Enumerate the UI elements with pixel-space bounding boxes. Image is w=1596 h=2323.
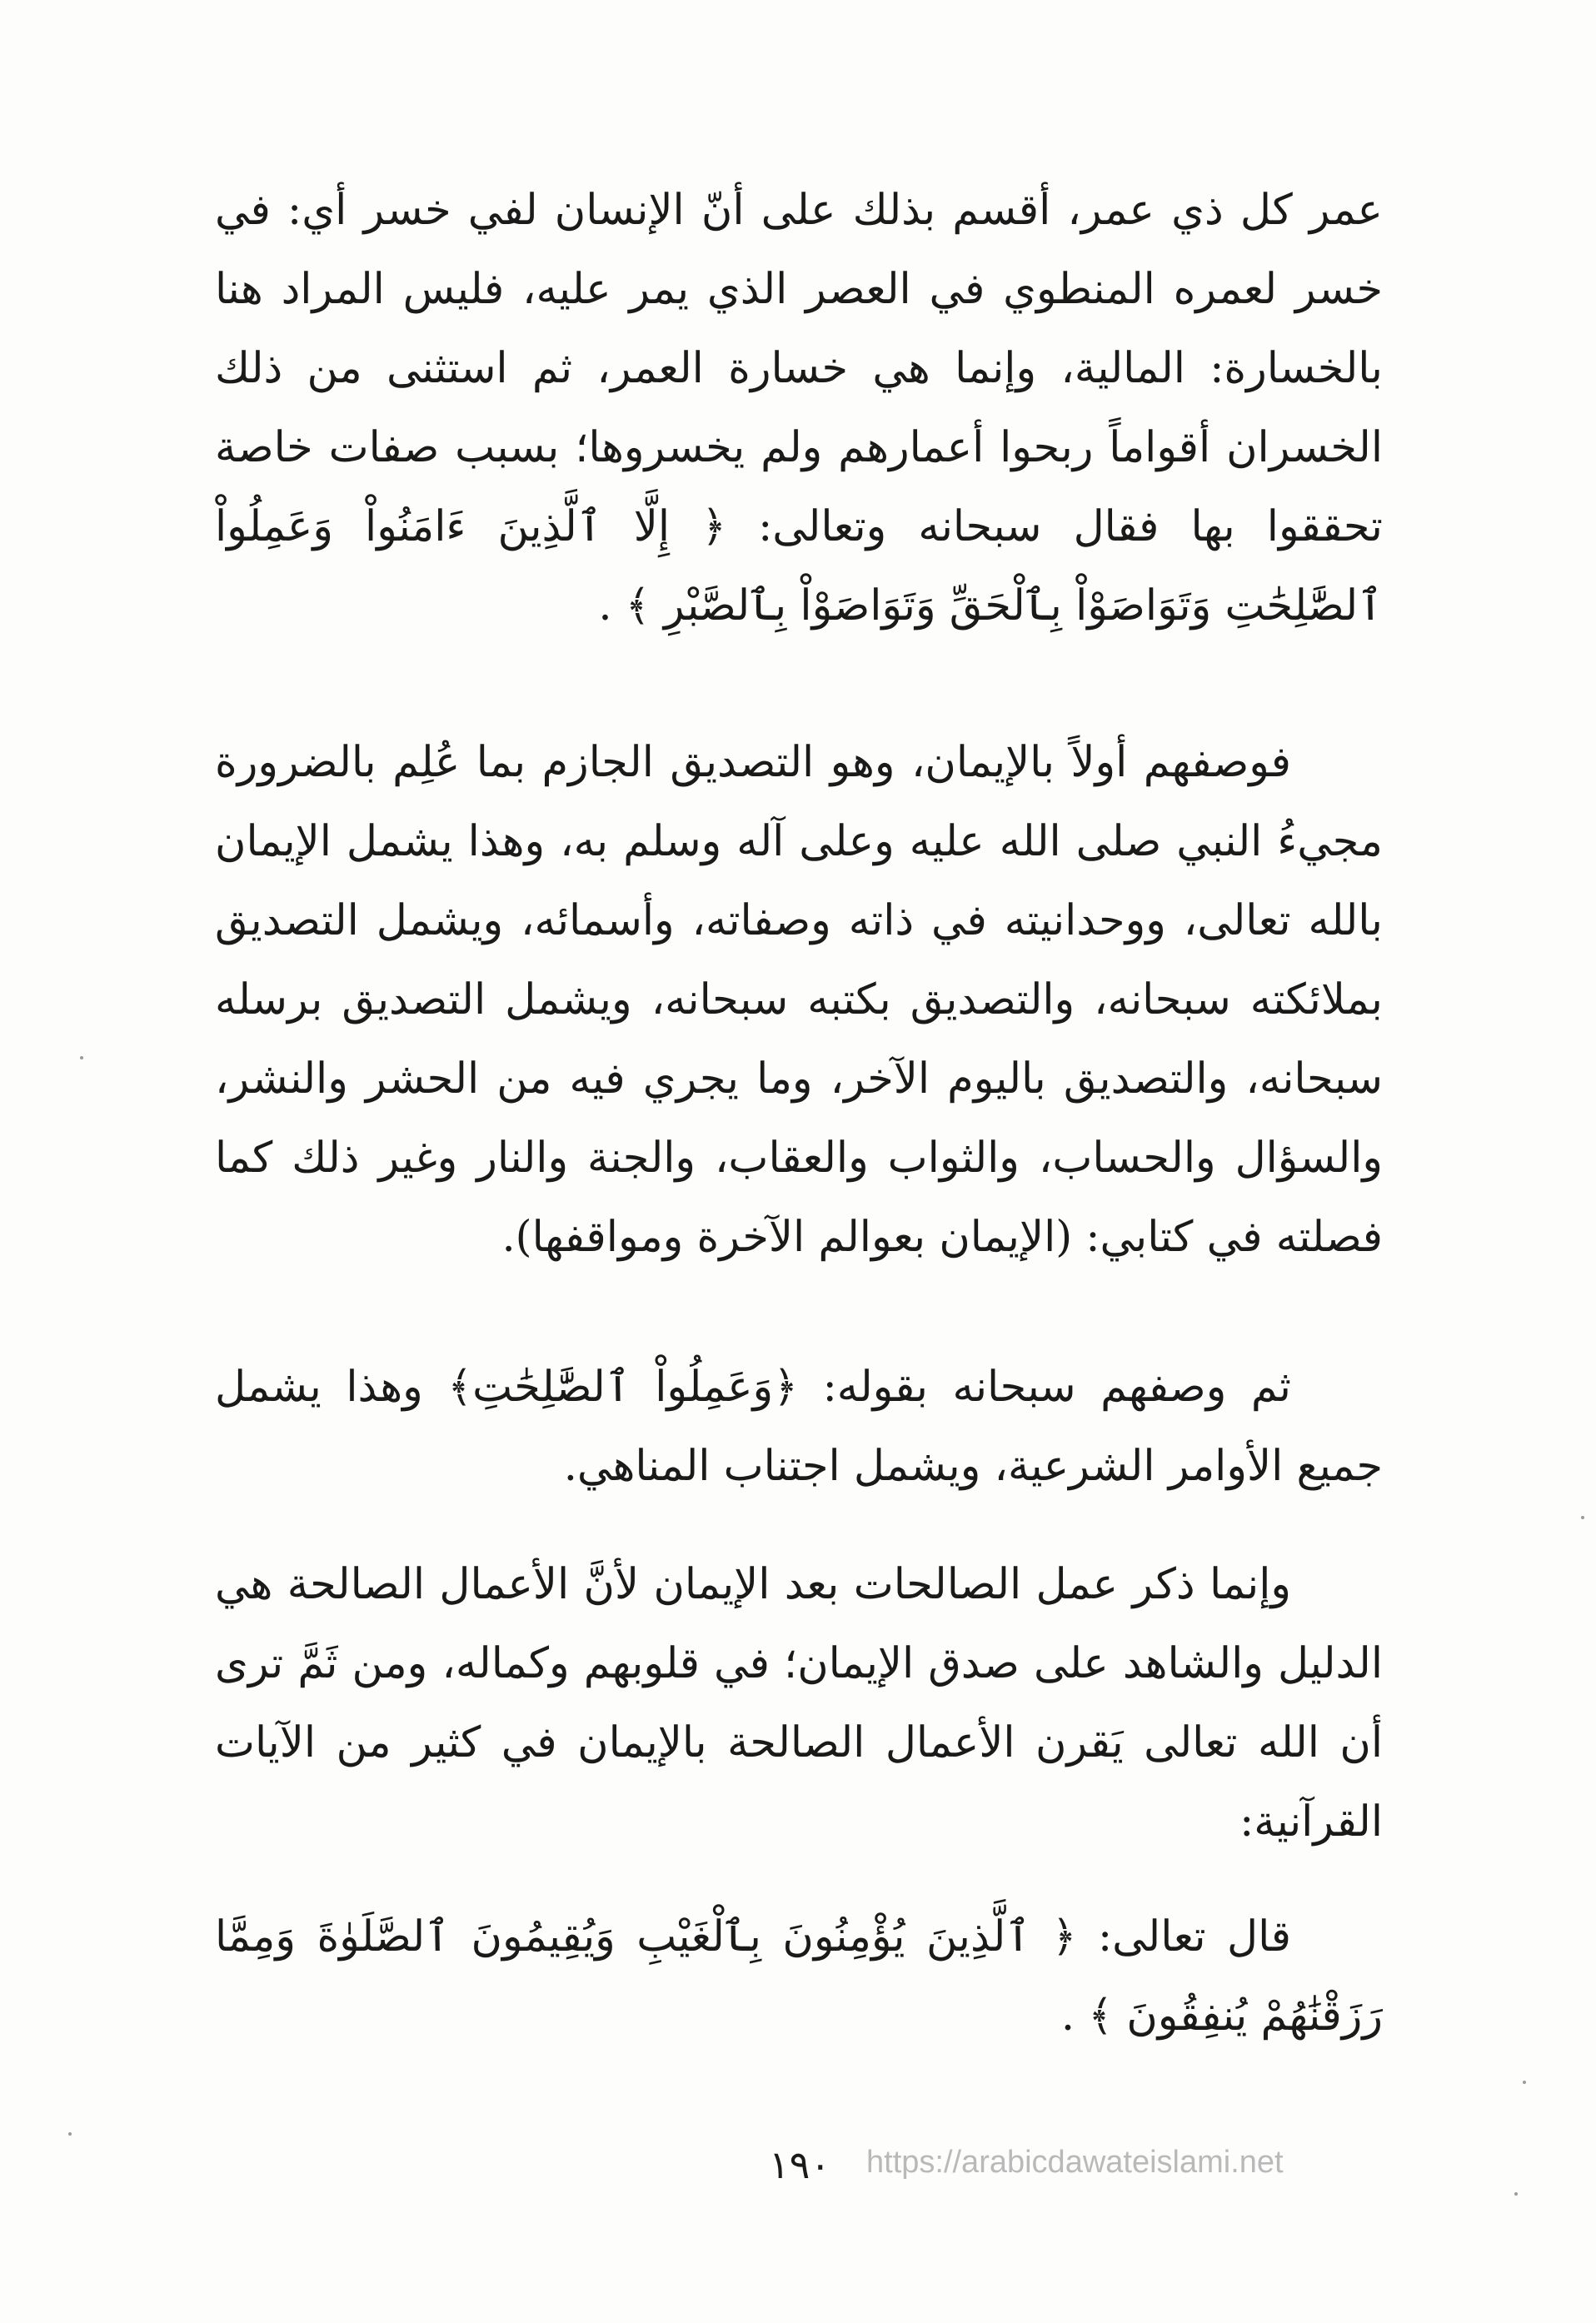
paragraph-1: عمر كل ذي عمر، أقسم بذلك على أنّ الإنسان لفي خسر أي: في خسر لعمره المنطوي في العصر الذي يمر عليه، فليس المراد هنا بالخسارة: المالية، وإنما هي خسارة العمر، ثم استثنى من ذلك الخسران أقواماً ربحوا أعمارهم ولم يخسروها؛ بسبب صفات خاصة تحققوا بها فقال سبحانه وتعالى: ﴿ إِلَّا ٱلَّذِينَ ءَامَنُواْ وَعَمِلُواْ ٱلصَّٰلِحَٰتِ وَتَوَاصَوْاْ بِٱلْحَقِّ وَتَوَاصَوْاْ بِٱلصَّبْرِ ﴾ . (215, 186, 1383, 631)
page-number: ١٩٠ (768, 2142, 831, 2187)
paragraph-2: فوصفهم أولاً بالإيمان، وهو التصديق الجازم بما عُلِم بالضرورة مجيءُ النبي صلى الله عليه وعلى آله وسلم به، وهذا يشمل الإيمان بالله تعالى، ووحدانيته في ذاته وصفاته، وأسمائه، ويشمل التصديق بملائكته سبحانه، والتصديق بكتبه سبحانه، ويشمل التصديق برسله سبحانه، والتصديق باليوم الآخر، وما يجري فيه من الحشر والنشر، والسؤال والحساب، والثواب والعقاب، والجنة والنار وغير ذلك كما فصلته في كتابي: (الإيمان بعوالم الآخرة ومواقفها). (215, 738, 1383, 1262)
paragraph-3: ثم وصفهم سبحانه بقوله: ﴿وَعَمِلُواْ ٱلصَّٰلِحَٰتِ﴾ وهذا يشمل جميع الأوامر الشرعية، ويشمل اجتناب المناهي. (215, 1363, 1383, 1491)
paragraph-5-block (215, 1897, 1383, 2056)
paragraph-4-block (215, 1545, 1383, 1862)
scan-speck (1514, 2192, 1518, 2196)
paragraph-2-block (215, 723, 1383, 1277)
watermark-url: https://arabicdawateislami.net (866, 2145, 1284, 2180)
scan-speck (68, 2132, 72, 2136)
paragraph-3-block (215, 1348, 1383, 1506)
paragraph-1-block (215, 171, 1383, 646)
scan-speck (1523, 2081, 1526, 2084)
paragraph-5-quran-verse: قال تعالى: ﴿ ٱلَّذِينَ يُؤْمِنُونَ بِٱلْغَيْبِ وَيُقِيمُونَ ٱلصَّلَوٰةَ وَمِمَّا رَزَقْنَٰهُمْ يُنفِقُونَ ﴾ . (215, 1912, 1383, 2041)
paragraph-4: وإنما ذكر عمل الصالحات بعد الإيمان لأنَّ الأعمال الصالحة هي الدليل والشاهد على صدق الإيمان؛ في قلوبهم وكماله، ومن ثَمَّ ترى أن الله تعالى يَقرن الأعمال الصالحة بالإيمان في كثير من الآيات القرآنية: (215, 1560, 1383, 1847)
scan-speck (1581, 1516, 1584, 1519)
scan-speck (80, 1056, 83, 1059)
